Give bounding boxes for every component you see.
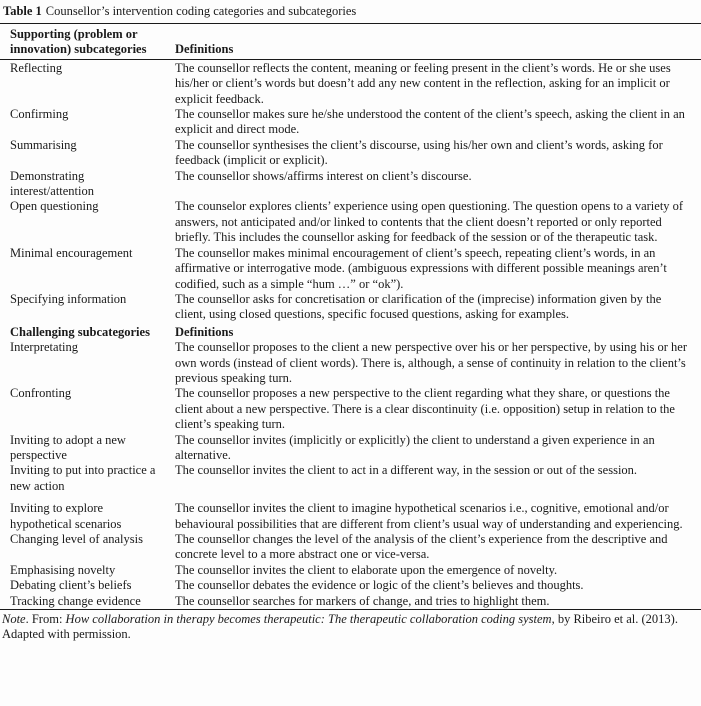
category-cell: Minimal encouragement [10, 245, 133, 260]
definitions-header-cell: Definitions [175, 24, 701, 60]
row-confirming [0, 107, 701, 138]
row-debating-beliefs [0, 578, 701, 593]
note-label: Note [2, 612, 26, 627]
category-cell: Confronting [10, 386, 72, 401]
definition-cell: The counsellor proposes a new perspective to the client regarding what they share, or questions the client about a new perspective. There is a clear discontinuity (i.e. opposition) setup in relation to the client’s speaking turn. [175, 386, 675, 432]
definition-cell: The counsellor makes sure he/she understood the content of the client’s speech, asking the client in an explicit and direct mode. [175, 107, 685, 137]
challenging-header-row [0, 323, 701, 340]
category-cell: Reflecting [10, 60, 63, 75]
row-inviting-explore-scenarios [0, 494, 701, 532]
row-interpretating [0, 340, 701, 386]
category-cell: Emphasising novelty [10, 562, 116, 577]
category-cell: Demonstrating interest/attention [10, 168, 95, 199]
note-from: . From: [25, 612, 66, 627]
definition-cell: The counsellor invites the client to imagine hypothetical scenarios i.e., cognitive, emotional and/or behavioural possibilities that are different from client’s usual way of understanding and experiencing. [175, 501, 683, 531]
definition-cell: The counsellor asks for concretisation or clarification of the (imprecise) information given by the client, using closed questions, specific focused questions, asking for examples. [175, 291, 662, 322]
category-cell: Interpretating [10, 340, 79, 355]
row-inviting-practice-action [0, 463, 701, 494]
category-cell: Inviting to put into practice a new action [10, 463, 156, 493]
subcategories-header-cell: Challenging subcategories [10, 324, 150, 339]
definition-cell: The counsellor invites the client to elaborate upon the emergence of novelty. [175, 562, 558, 577]
table-caption: Counsellor’s intervention coding categories and subcategories [45, 4, 357, 18]
category-cell: Debating client’s beliefs [10, 578, 132, 593]
note-source-title: How collaboration in therapy becomes therapeutic: The therapeutic collaboration coding system [65, 612, 552, 627]
definition-cell: The counsellor shows/affirms interest on client’s discourse. [175, 168, 472, 183]
definition-cell: The counsellor proposes to the client a new perspective over his or her perspective, by using his or her own words (instead of client words). There is, although, a sense of continuity in relation to the client’s previous speaking turn. [175, 340, 687, 385]
definition-cell: The counsellor debates the evidence or logic of the client’s believes and thoughts. [175, 578, 584, 593]
definition-cell: The counsellor changes the level of the analysis of the client’s experience from the descriptive and concrete level to a more abstract one or vice-versa. [175, 532, 668, 562]
row-reflecting [0, 59, 701, 107]
row-demonstrating-interest [0, 169, 701, 200]
row-tracking-change [0, 594, 701, 610]
row-open-questioning [0, 199, 701, 245]
definition-cell: The counselor explores clients’ experience using open questioning. The question opens to a variety of answers, not anticipated and/or linked to contents that the client doesn’t reported or only reported briefly. This includes the counsellor asking for feedback of the session or of the therapeutic task. [175, 199, 684, 245]
table-title [0, 4, 701, 19]
category-cell: Tracking change evidence [10, 593, 141, 608]
row-minimal-encouragement [0, 246, 701, 292]
category-cell: Summarising [10, 137, 77, 152]
category-cell: Inviting to adopt a new perspective [10, 432, 126, 462]
row-changing-level-analysis [0, 532, 701, 563]
source-note [0, 610, 701, 641]
definition-cell: The counsellor searches for markers of change, and tries to highlight them. [175, 593, 550, 608]
definitions-header-cell: Definitions [175, 324, 234, 339]
supporting-header-row [0, 24, 701, 60]
category-cell: Open questioning [10, 199, 99, 214]
table-number-label: Table 1 [3, 4, 42, 18]
definition-cell: The counsellor synthesises the client’s discourse, using his/her own and client’s words, asking for feedback (implicit or explicit). [175, 137, 663, 168]
category-cell: Inviting to explore hypothetical scenarios [10, 501, 122, 531]
intervention-coding-table [0, 23, 701, 610]
row-emphasising-novelty [0, 563, 701, 578]
category-cell: Changing level of analysis [10, 532, 143, 546]
row-inviting-adopt-perspective [0, 433, 701, 464]
note-citation: , by Ribeiro et al. (2013). Adapted with permission. [2, 612, 678, 641]
row-specifying-information [0, 292, 701, 323]
row-confronting [0, 386, 701, 432]
category-cell: Specifying information [10, 291, 127, 306]
definition-cell: The counsellor invites the client to act in a different way, in the session or out of the session. [175, 463, 638, 478]
category-cell: Confirming [10, 107, 69, 122]
definition-cell: The counsellor invites (implicitly or explicitly) the client to understand a given experience in an alternative. [175, 432, 655, 462]
definition-cell: The counsellor reflects the content, meaning or feeling present in the client’s words. He or she uses his/her or client’s words but doesn’t add any new content in the reflection, asking for an implicit or explicit feedback. [175, 60, 671, 106]
row-summarising [0, 138, 701, 169]
subcategories-header-cell: Supporting (problem or innovation) subcategories [0, 24, 175, 60]
definition-cell: The counsellor makes minimal encouragement of client’s speech, repeating client’s words, in an affirmative or interrogative mode. (ambiguous expressions with different possible meanings aren’t codified, such as a simple “hum …” or “ok”). [175, 245, 667, 291]
